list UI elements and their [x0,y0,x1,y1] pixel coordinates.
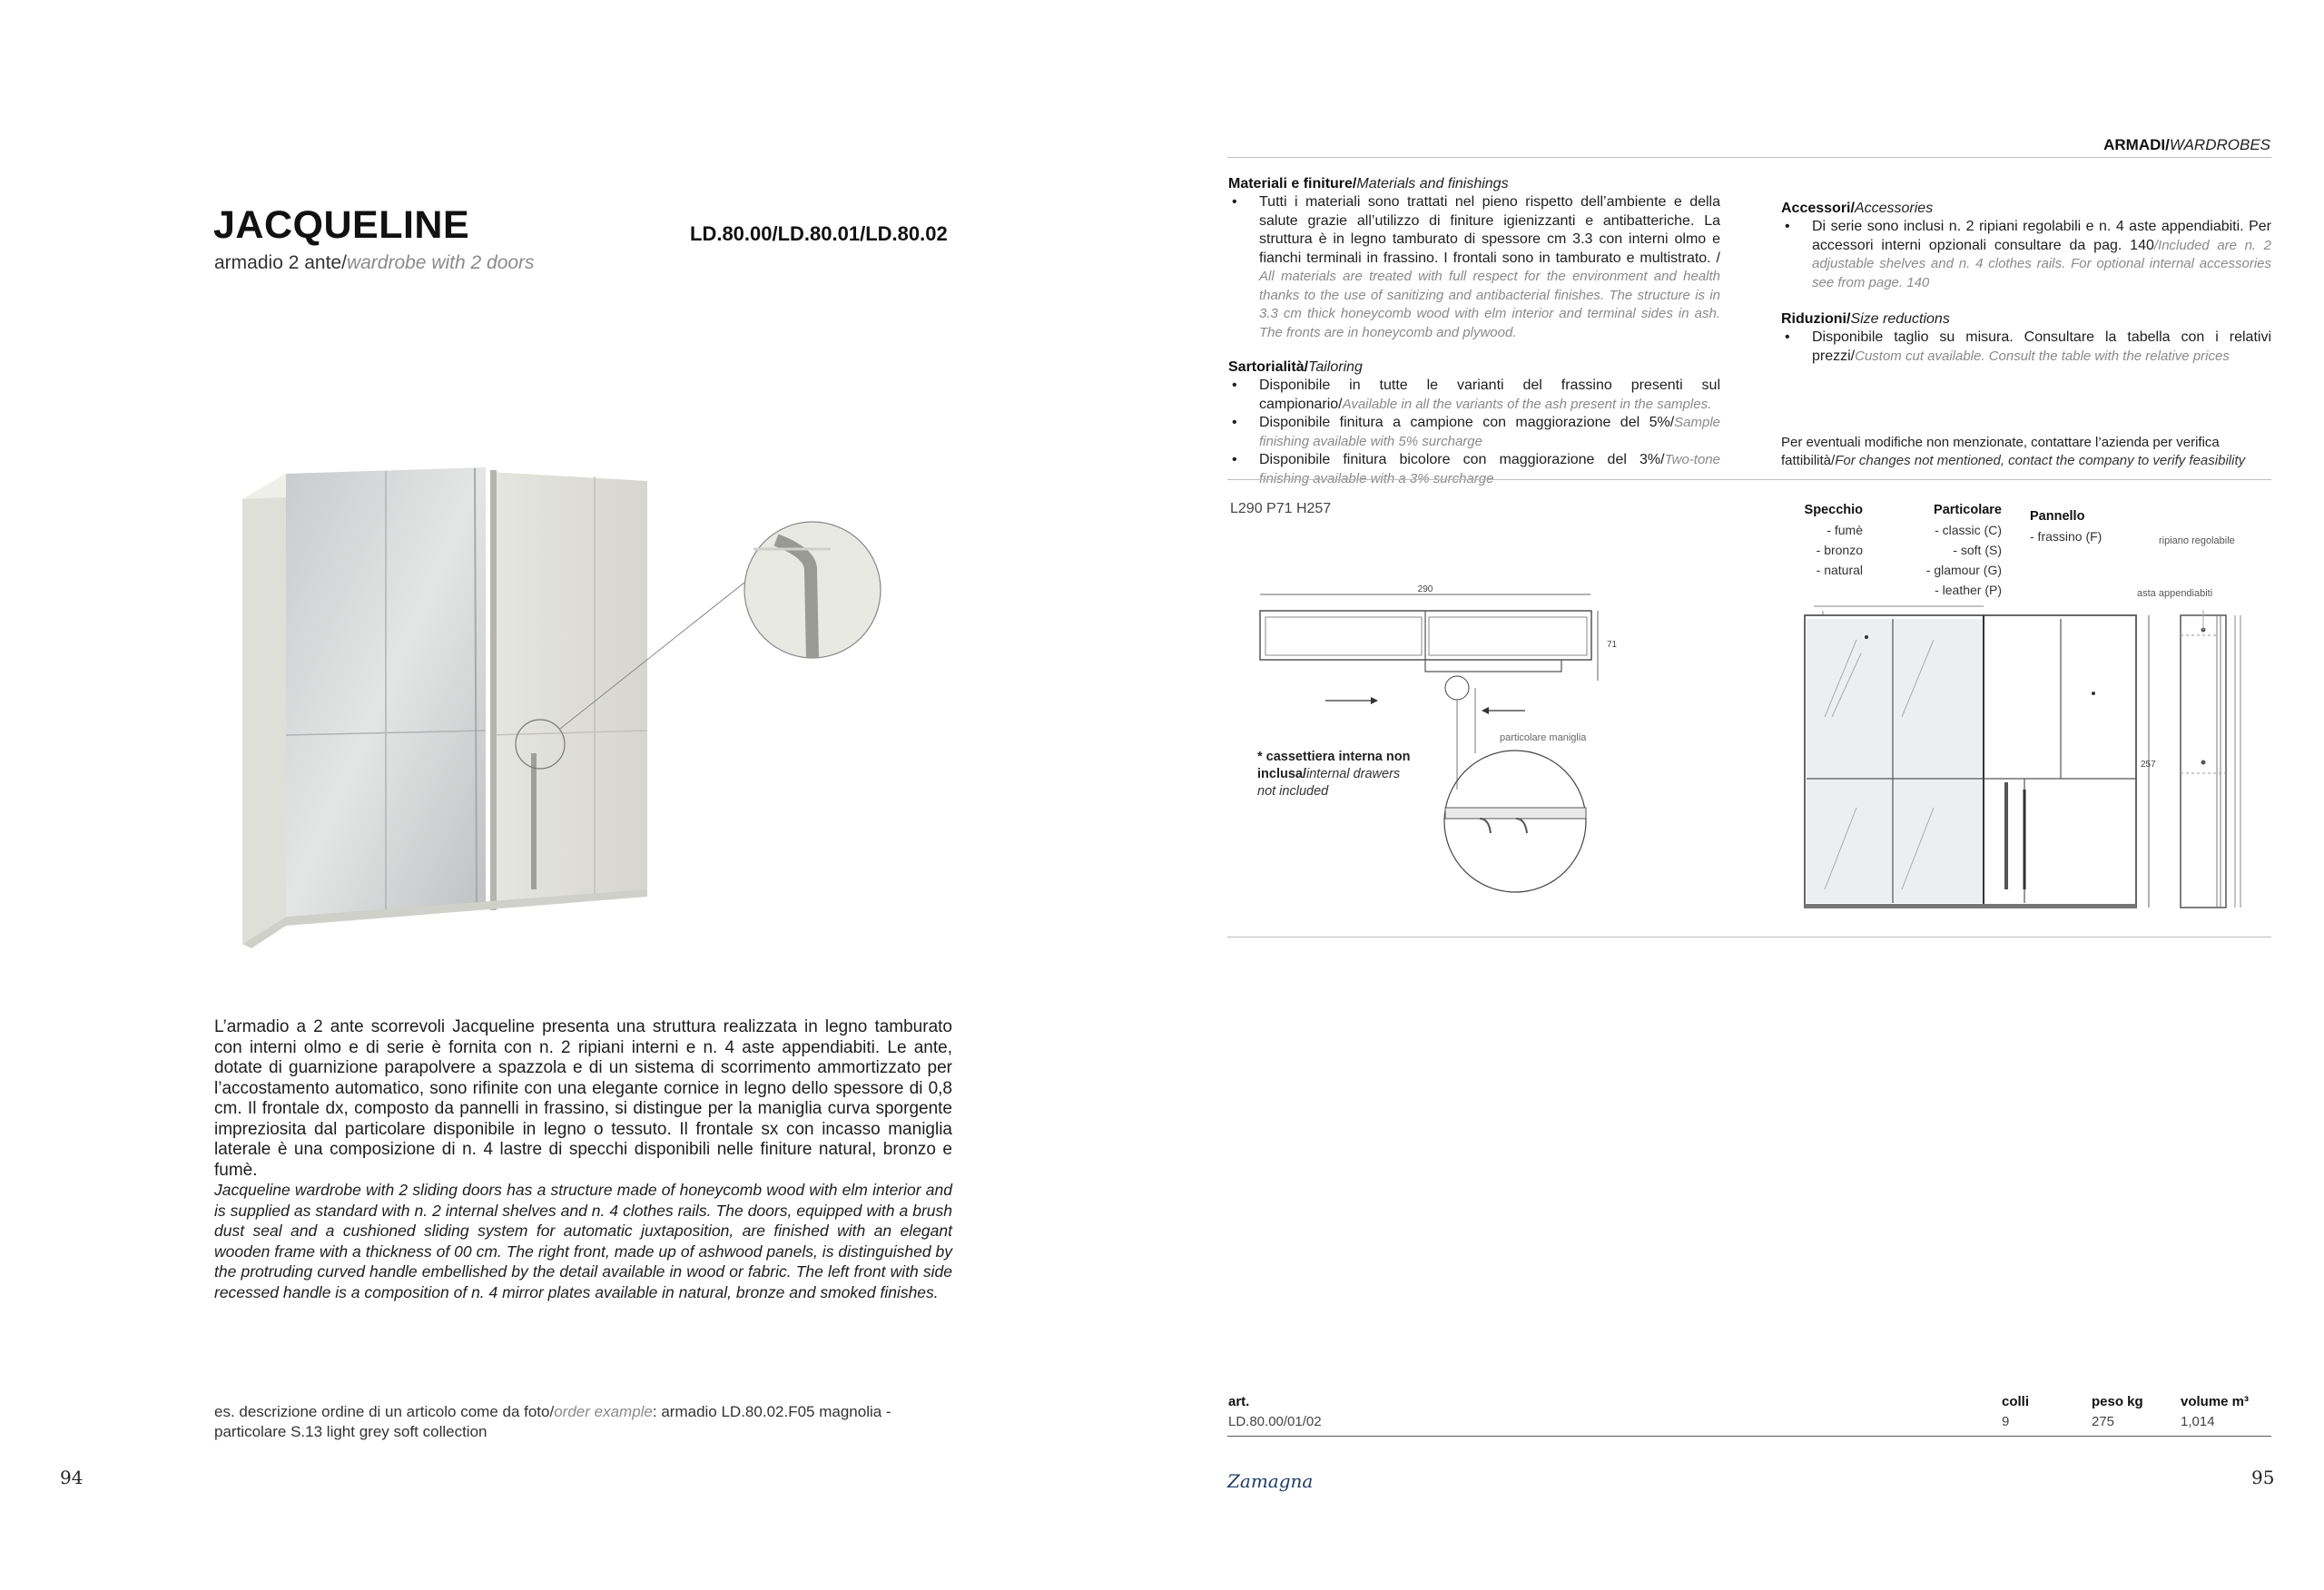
col-volume: volume m³ [2181,1394,2250,1409]
cell-volume: 1,014 [2181,1414,2215,1429]
materials-heading: Materiali e finiture/Materials and finishings [1228,176,1509,191]
cell-art: LD.80.00/01/02 [1228,1414,1322,1429]
order-example-it: es. descrizione ordine di un articolo come da foto/ [214,1403,555,1420]
specchio-options: Specchio - fumè - bronzo - natural [1804,503,1863,577]
subtitle-en: wardrobe with 2 doors [346,252,535,273]
section-label-bold: ARMADI/ [2103,136,2170,153]
plan-width: 290 [1417,584,1433,594]
col-colli: colli [2002,1394,2030,1409]
page-number-right: 95 [2251,1467,2275,1488]
col-art: art. [1228,1394,1250,1409]
detail-label: particolare maniglia [1500,732,1587,743]
col-peso: peso kg [2092,1394,2143,1409]
section-label [2103,136,2270,154]
dimensions-label: L290 P71 H257 [1230,501,1332,516]
label-asta: asta appendiabiti [2137,588,2213,599]
pannello-options: Pannello - frassino (F) [2030,509,2102,544]
product-codes: LD.80.00/LD.80.01/LD.80.02 [690,222,948,245]
label-ripiano: ripiano regolabile [2159,535,2235,546]
drawer-note: * cassettiera interna non inclusa/internal drawers not included [1257,750,1411,799]
table-rule [1227,1436,2271,1437]
subtitle-it: armadio 2 ante/ [214,252,347,273]
page-number-left: 94 [60,1467,84,1488]
feasibility-note: Per eventuali modifiche non menzionate, contattare l’azienda per verifica fattibilità/For changes not mentioned, contact the company to verify feasibility [1781,435,2246,468]
materials-bullet: • Tutti i materiali sono trattati nel pieno rispetto dell’ambiente e della salute grazie all’utilizzo di finiture igienizzanti e antibatteriche. La struttura è in legno tamburato di spessore cm 3.3 con interni olmo e fianchi terminali in frassino. I frontali sono in tamburato e multistrato. / All materials are treated with full respect for the environment and health thanks to the use of sanitizing and antibacterial finishes. The structure is in 3.3 cm thick honeycomb wood with elm interior and terminal sides in ash. The fronts are in honeycomb and plywood. [1228,193,1720,342]
tailoring-bullet-3: • Disponibile finitura bicolore con maggiorazione del 3%/Two-tone finishing available with a 3% surcharge [1228,451,1720,488]
reductions-heading: Riduzioni/Size reductions [1781,311,1950,327]
front-elevation [1797,599,2270,926]
particolare-options: Particolare - classic (C) - soft (S) - glamour (G) - leather (P) [1925,503,2002,597]
specs-col-2 [1781,200,2271,366]
product-subtitle [214,252,535,274]
accessories-bullet: • Di serie sono inclusi n. 2 ripiani regolabili e n. 4 aste appendiabiti. Per accessori interni opzionali consultare da pag. 140/Included are n. 2 adjustable shelves and n. 4 clothes rails. For optional internal accessories see from page. 140 [1781,218,2271,292]
front-height: 257 [2141,760,2156,770]
tailoring-bullet-2: • Disponibile finitura a campione con maggiorazione del 5%/Sample finishing available with 5% surcharge [1228,414,1720,451]
description-en: Jacqueline wardrobe with 2 sliding doors has a structure made of honeycomb wood with elm interior and is supplied as standard with n. 2 internal shelves and n. 4 clothes rails. The doors, equipped with a brush dust seal and a cushioned sliding system for automatic juxtaposition, are finished with an elegant wooden frame with a thickness of 00 cm. The right front, made up of ashwood panels, is distinguished by the protruding curved handle embellished by the detail available in wood or fabric. The left front with side recessed handle is a composition of n. 4 mirror plates available in natural, bronze and smoked finishes. [214,1181,952,1301]
cell-colli: 9 [2002,1414,2010,1429]
order-example [214,1402,952,1442]
mid-rule [1227,479,2271,480]
tailoring-bullet-1: • Disponibile in tutte le varianti del frassino presenti sul campionario/Available in all the variants of the ash present in the samples. [1228,377,1720,414]
wardrobe-photo [231,463,885,953]
description-it: L’armadio a 2 ante scorrevoli Jacqueline presenta una struttura realizzata in legno tamburato con interni olmo e di serie è fornita con n. 2 ripiani interni e n. 4 aste appendiabiti. Le ante, dotate di guarnizione parapolvere a spazzola e di un sistema di scorrimento ammortizzato per l’accostamento automatico, sono rifinite con una elegante cornice in legno dello spessore di 0,8 cm. Il frontale dx, composto da pannelli in frassino, si distingue per la maniglia curva sporgente impreziosita dal particolare disponibile in legno o tessuto. Il frontale sx con incasso maniglia laterale è una composizione di n. 4 lastre di specchi disponibili nelle finiture natural, bronzo e fumè. [214,1017,952,1180]
brand-logo: Zamagna [1227,1470,1314,1492]
cell-peso: 275 [2092,1414,2115,1429]
section-label-en: WARDROBES [2169,136,2270,153]
specs-col-1 [1228,175,1720,488]
reductions-bullet: • Disponibile taglio su misura. Consultare la tabella con i relativi prezzi/Custom cut available. Consult the table with the relative prices [1781,329,2271,366]
order-example-en: order example [554,1403,653,1420]
accessories-heading: Accessori/Accessories [1781,201,1934,216]
product-title: JACQUELINE [213,203,470,247]
order-example-rest: : armadio LD.80.02.F05 magnolia - particolare S.13 light grey soft collection [214,1403,891,1440]
tailoring-heading: Sartorialità/Tailoring [1228,359,1363,375]
plan-depth: 71 [1607,640,1618,650]
top-rule [1227,157,2271,158]
